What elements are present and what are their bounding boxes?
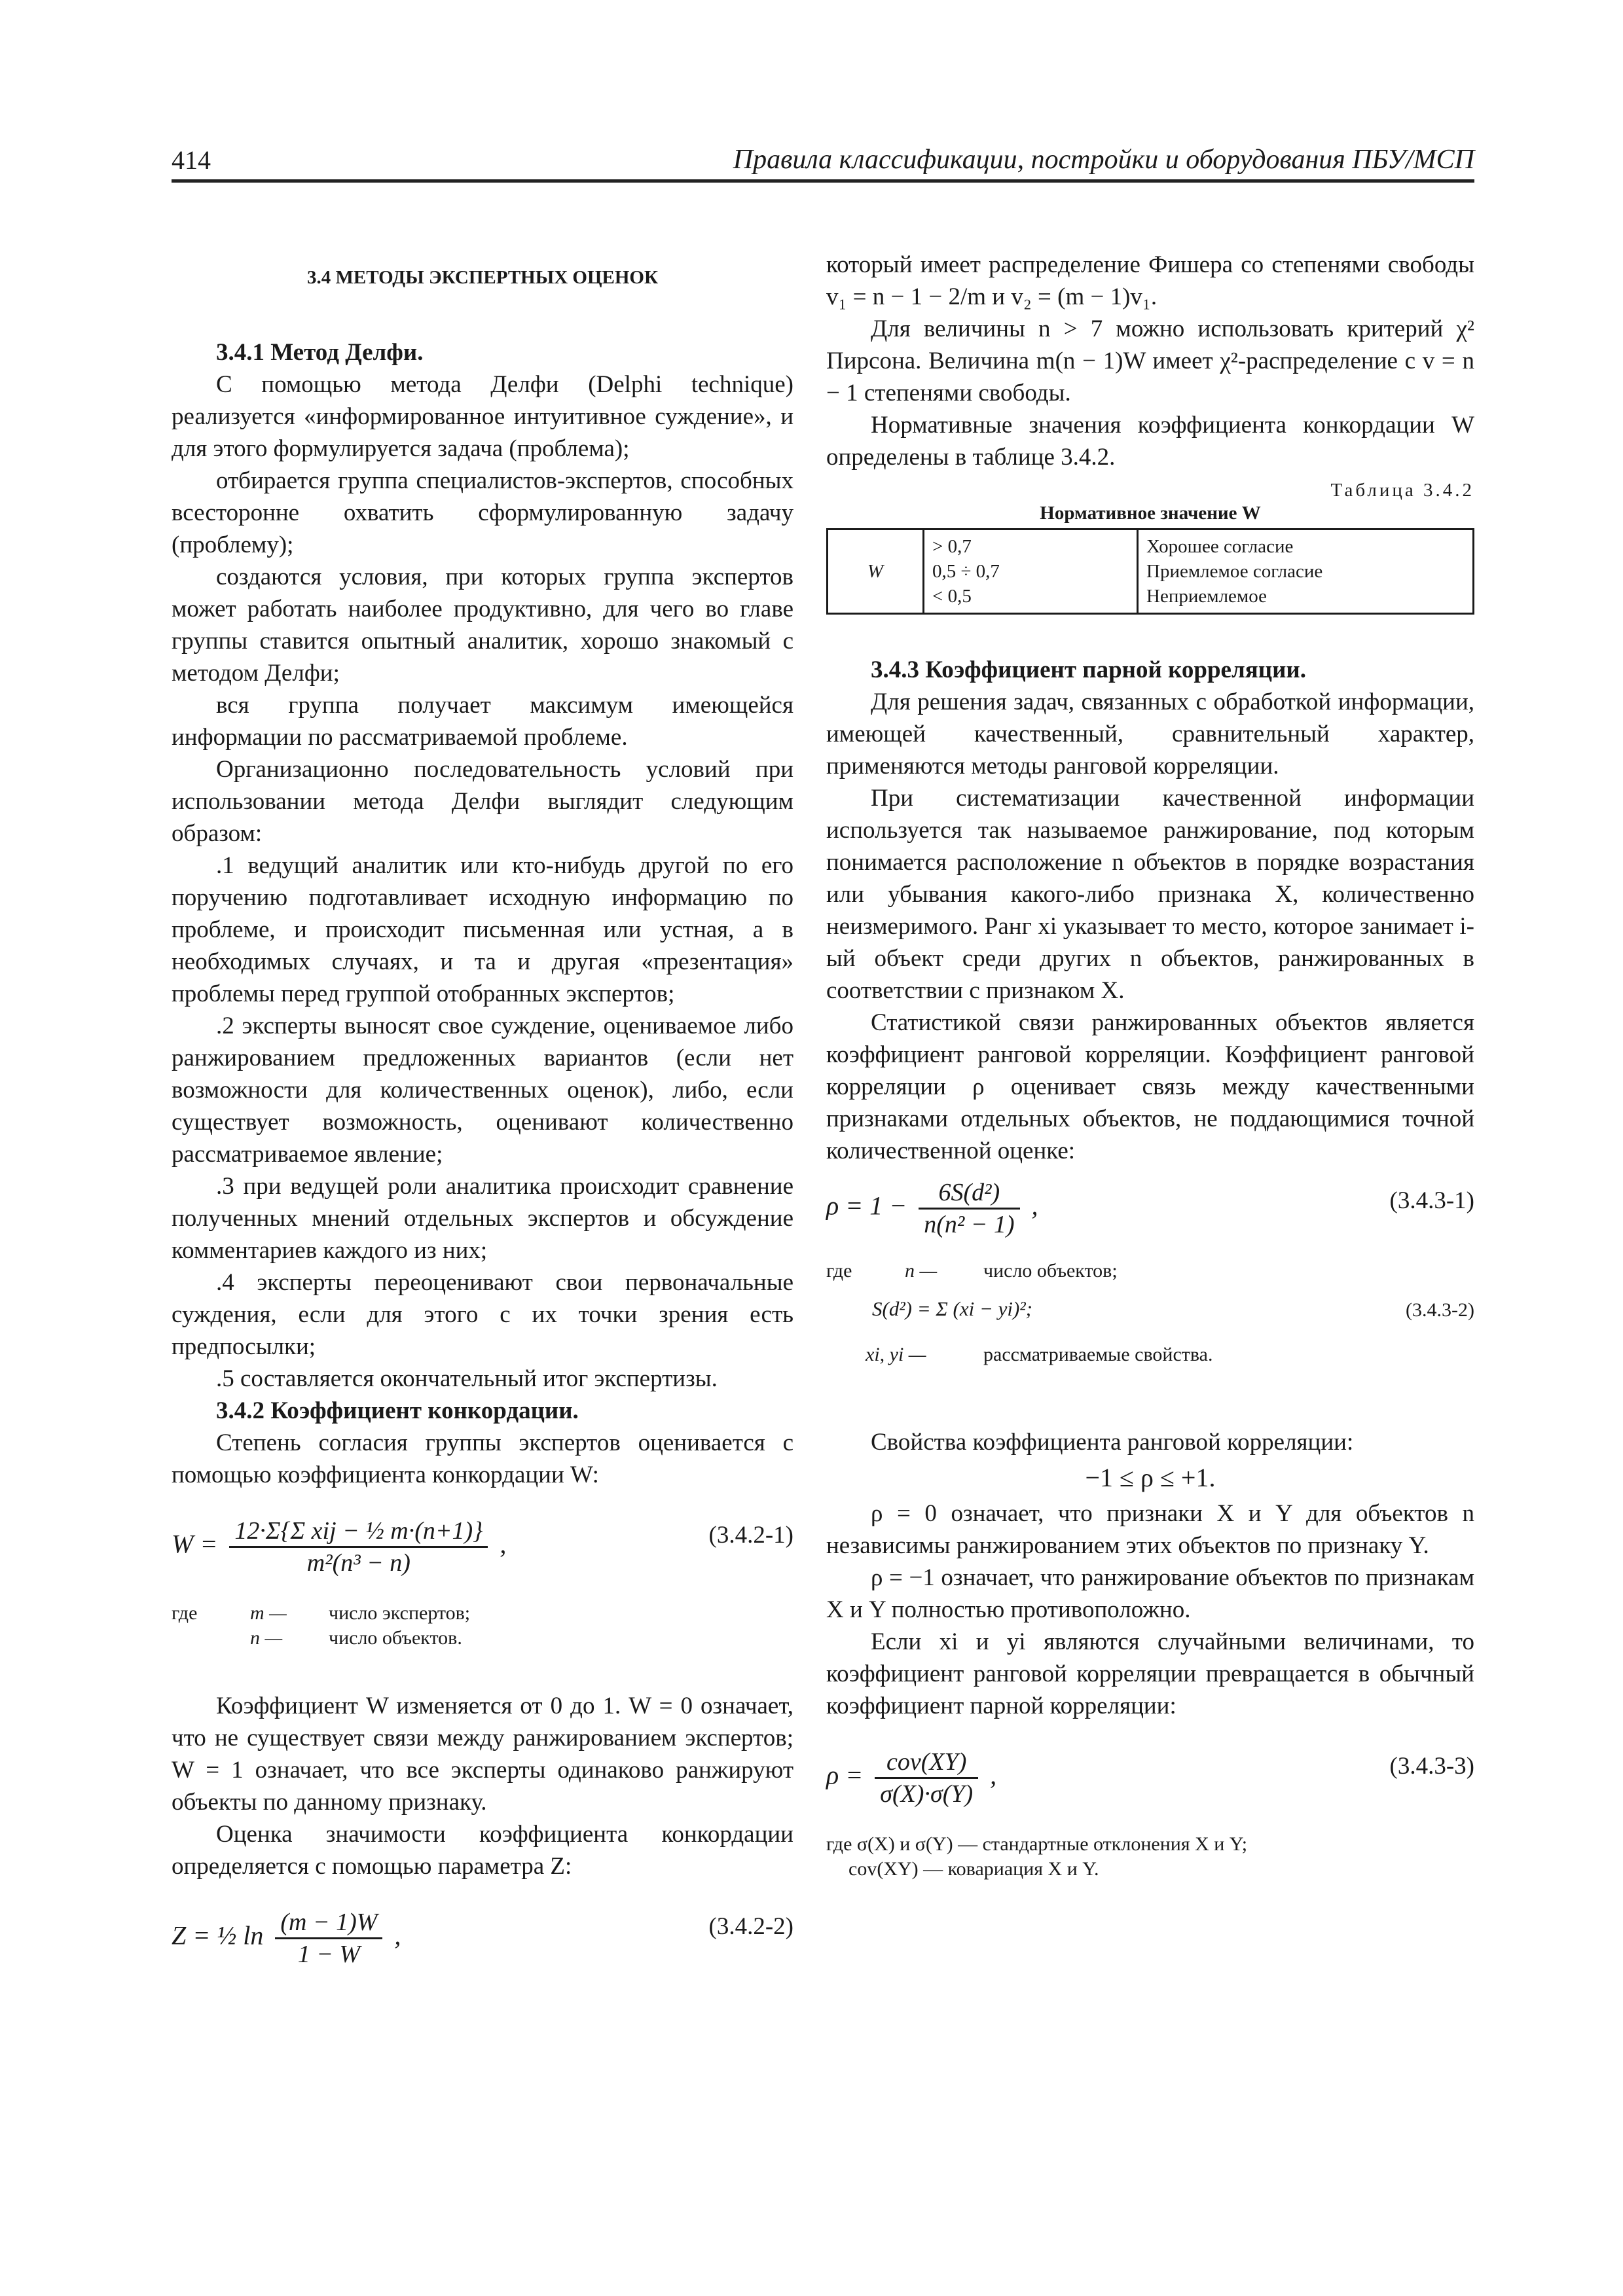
formula-s: S(d²) = Σ (xi − yi)²; bbox=[872, 1297, 1032, 1320]
formula-lhs: Z = ½ ln bbox=[172, 1920, 264, 1950]
paragraph: Статистикой связи ранжированных объектов является коэффициент ранговой корреляции. Коэффициент ранговой корреляции ρ оценивает связь между качественными признаками отдельных объектов, не поддающимися точной количественной оценке: bbox=[826, 1009, 1474, 1164]
formula-tail: , bbox=[1031, 1191, 1038, 1221]
paragraph: При систематизации качественной информации используется так называемое ранжирование, под которым понимается расположение n объектов в порядке возрастания или убывания какого-либо признака X, количественно неизмеримого. Ранг xi указывает то место, которое занимает i-ый объект среди других n объектов, ранжированных в соответствии с признаком X. bbox=[826, 785, 1474, 1004]
paragraph: который имеет распределение Фишера со степенями свободы v₁ = n − 1 − 2/m и v₂ = (m − 1)v₁. bbox=[826, 251, 1474, 310]
paragraph: Для решения задач, связанных с обработкой информации, имеющей качественный, сравнительный характер, применяются методы ранговой корреляции. bbox=[826, 689, 1474, 780]
formula-lhs: W = bbox=[172, 1529, 218, 1559]
paragraph: отбирается группа специалистов-экспертов, способных всесторонне охватить сформулированную задачу (проблему); bbox=[172, 467, 793, 558]
left-column bbox=[172, 249, 793, 1992]
formula-fraction bbox=[229, 1516, 488, 1578]
paragraph: ρ = 0 означает, что признаки X и Y для объектов n независимы ранжированием этих объектов по признаку Y. bbox=[826, 1500, 1474, 1559]
formula-numerator: (m − 1)W bbox=[275, 1907, 382, 1939]
table-cell-ranges: > 0,7 0,5 ÷ 0,7 < 0,5 bbox=[924, 529, 1138, 614]
formula-number: (3.4.3-3) bbox=[1389, 1753, 1474, 1780]
paragraph: С помощью метода Делфи (Delphi technique) реализуется «информированное интуитивное суждение», и для этого формулируется задача (проблема); bbox=[172, 371, 793, 462]
table-cell-meanings: Хорошее согласие Приемлемое согласие Неприемлемое bbox=[1138, 529, 1474, 614]
page-number: 414 bbox=[172, 145, 211, 175]
formula-tail: , bbox=[500, 1529, 507, 1559]
formula-number: (3.4.3-1) bbox=[1389, 1187, 1474, 1214]
formula-lhs: ρ = 1 − bbox=[826, 1191, 907, 1221]
running-title: Правила классификации, постройки и оборудования ПБУ/МСП bbox=[733, 145, 1474, 175]
formula-denominator: σ(X)·σ(Y) bbox=[880, 1780, 974, 1808]
where-block bbox=[826, 1259, 1474, 1367]
where-line: где σ(X) и σ(Y) — стандартные отклонения X и Y; bbox=[826, 1833, 1248, 1855]
list-item: .2 эксперты выносят свое суждение, оцениваемое либо ранжированием предложенных вариантов (если нет возможности для количественных оценок), либо, если существует возможность, оценивают количественно рассматриваемое явление; bbox=[172, 1013, 793, 1168]
formula-3-4-2-2 bbox=[172, 1888, 793, 1992]
normative-table bbox=[826, 528, 1474, 615]
formula-denominator: n(n² − 1) bbox=[924, 1211, 1015, 1238]
formula-number: (3.4.2-2) bbox=[708, 1913, 793, 1940]
formula-denominator: 1 − W bbox=[297, 1941, 361, 1968]
formula-fraction bbox=[275, 1907, 382, 1969]
formula-denominator: m²(n³ − n) bbox=[306, 1549, 410, 1577]
formula-numerator: cov(XY) bbox=[875, 1747, 978, 1779]
where-row: n — число объектов. bbox=[250, 1627, 462, 1649]
paragraph: создаются условия, при которых группа экспертов может работать наиболее продуктивно, для чего во главе группы ставится опытный аналитик, хорошо знакомый с методом Делфи; bbox=[172, 564, 793, 687]
formula-3-4-2-1 bbox=[172, 1496, 793, 1601]
where-block bbox=[172, 1601, 793, 1651]
paragraph: Нормативные значения коэффициента конкордации W определены в таблице 3.4.2. bbox=[826, 412, 1474, 471]
heading-3-4-2: 3.4.2 Коэффициент конкордации. bbox=[216, 1397, 579, 1424]
paragraph: Коэффициент W изменяется от 0 до 1. W = 0 означает, что не существует связи между ранжированием экспертов; W = 1 означает, что все эксперты одинаково ранжируют объекты по данному признаку. bbox=[172, 1693, 793, 1816]
where-line: cov(XY) — ковариация X и Y. bbox=[848, 1858, 1099, 1880]
paragraph: Для величины n > 7 можно использовать критерий χ² Пирсона. Величина m(n − 1)W имеет χ²-распределение с v = n − 1 степенями свободы. bbox=[826, 315, 1474, 406]
right-column bbox=[826, 249, 1474, 1882]
formula-numerator: 12·Σ{Σ xij − ½ m·(n+1)} bbox=[229, 1516, 488, 1548]
where-row: где m — число экспертов; bbox=[172, 1602, 471, 1624]
formula-fraction bbox=[919, 1177, 1019, 1240]
where-block bbox=[826, 1832, 1474, 1882]
formula-fraction bbox=[875, 1747, 978, 1809]
paragraph: вся группа получает максимум имеющейся информации по рассматриваемой проблеме. bbox=[172, 692, 793, 751]
formula-lhs: ρ = bbox=[826, 1760, 864, 1790]
table-row bbox=[828, 529, 1474, 614]
paragraph: Свойства коэффициента ранговой корреляции: bbox=[871, 1429, 1354, 1456]
list-item: .4 эксперты переоценивают свои первоначальные суждения, если для этого с их точки зрения есть предпосылки; bbox=[172, 1269, 793, 1360]
formula-tail: , bbox=[394, 1920, 401, 1950]
paragraph: Если xi и yi являются случайными величинами, то коэффициент ранговой корреляции превращается в обычный коэффициент парной корреляции: bbox=[826, 1628, 1474, 1719]
table-caption: Таблица 3.4.2 bbox=[1330, 480, 1474, 501]
list-item: .3 при ведущей роли аналитика происходит сравнение полученных мнений отдельных экспертов и обсуждение комментариев каждого из них; bbox=[172, 1173, 793, 1264]
paragraph: ρ = −1 означает, что ранжирование объектов по признакам X и Y полностью противоположно. bbox=[826, 1564, 1474, 1623]
paragraph: Организационно последовательность условий при использовании метода Делфи выглядит следующим образом: bbox=[172, 756, 793, 847]
heading-3-4-1: 3.4.1 Метод Делфи. bbox=[216, 339, 424, 366]
list-item: .1 ведущий аналитик или кто-нибудь другой по его поручению подготавливает исходную информацию по проблеме, и происходит письменная или устная, а в необходимых случаях, и та и другая «презентация» проблемы перед группой отобранных экспертов; bbox=[172, 852, 793, 1007]
table-cell-symbol: W bbox=[828, 529, 924, 614]
paragraph: Степень согласия группы экспертов оценивается с помощью коэффициента конкордации W: bbox=[172, 1429, 793, 1488]
formula-3-4-3-3 bbox=[826, 1727, 1474, 1832]
formula-3-4-3-2 bbox=[826, 1283, 1474, 1342]
page-header bbox=[172, 143, 1474, 183]
formula-number: (3.4.3-2) bbox=[1406, 1299, 1474, 1321]
formula-3-4-3-1 bbox=[826, 1172, 1474, 1244]
formula-number: (3.4.2-1) bbox=[708, 1522, 793, 1549]
where-row: xi, yi — рассматриваемые свойства. bbox=[866, 1344, 1213, 1365]
where-row: где n — число объектов; bbox=[826, 1260, 1118, 1282]
heading-3-4-3: 3.4.3 Коэффициент парной корреляции. bbox=[871, 656, 1306, 683]
inequality: −1 ≤ ρ ≤ +1. bbox=[1085, 1463, 1216, 1492]
section-title: 3.4 МЕТОДЫ ЭКСПЕРТНЫХ ОЦЕНОК bbox=[306, 267, 659, 288]
paragraph: Оценка значимости коэффициента конкордации определяется с помощью параметра Z: bbox=[172, 1821, 793, 1880]
list-item: .5 составляется окончательный итог экспертизы. bbox=[216, 1365, 718, 1392]
formula-tail: , bbox=[990, 1760, 997, 1790]
table-title: Нормативное значение W bbox=[1040, 503, 1261, 524]
formula-numerator: 6S(d²) bbox=[919, 1177, 1019, 1210]
